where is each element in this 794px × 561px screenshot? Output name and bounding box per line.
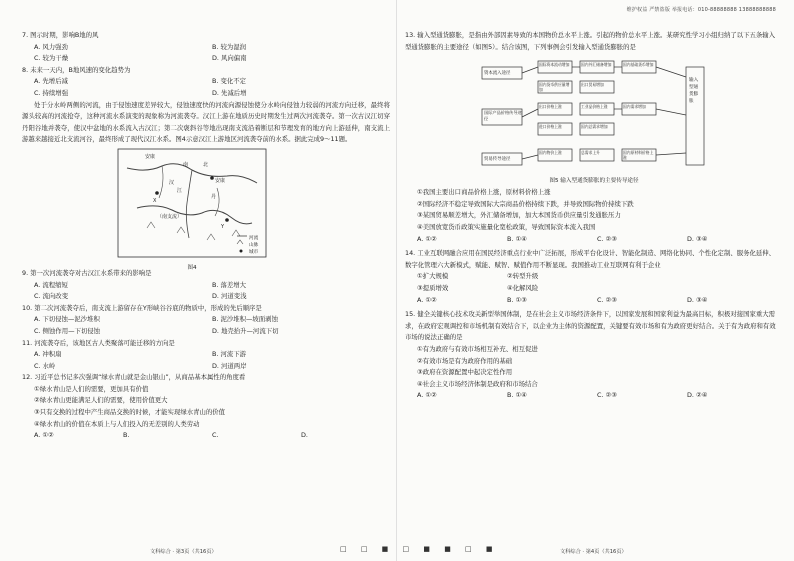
question-13-item-3: ③某国贸易顺差增大，外汇储备增加，加大本国货币供应量引发通胀压力 — [417, 211, 621, 220]
question-14-items-row2 — [405, 283, 597, 295]
flow-caption: 图5 输入型通货膨胀的主要传导途径 — [549, 178, 639, 185]
question-9-stem: 9. 第一次河流袭夺对古汉江水系带来的影响是 — [22, 268, 152, 277]
flow-box-2: 国内外汇储备增加 — [581, 62, 612, 68]
question-15-item-1: ①有为政府与有效市场相互补充、相互促进 — [417, 344, 538, 353]
flow-box-9: 进口价格上涨 — [539, 124, 562, 130]
header-banner: 维护权益 严禁盗版 举报电话：010-88888888 13888888888 — [626, 7, 776, 13]
question-13-option-a[interactable]: A. ①② — [417, 234, 437, 243]
question-15-option-a[interactable]: A. ①② — [417, 391, 437, 400]
map-label-south: 南 — [183, 161, 189, 168]
question-14-item-2: ②转型升级 — [507, 272, 539, 281]
page-fold-line — [396, 0, 397, 561]
reading-passage: 处于分水岭两侧的河流，由于侵蚀速度差异较大，侵蚀速度快的河流向源侵蚀使分水岭向侵蚀力较弱的河流方向迁移，最终将源头较高的河流抢夺，这种河流水系演变的现象称为河流袭夺。汉江上游在地质历史时期发生过两次河流袭夺。第一次古汉江切穿丹阳谷地并袭夺，使汉中盆地的水系流入古汉江；第二次褒斜谷等地出现南支流沿着断层和节理发育的地方向上游延伸，南支流上游越来越接近北支流河谷，最终形成了现代汉江水系。图4示意汉江上游地区河流袭夺前的水系。据此完成9～11题。 — [22, 100, 390, 144]
question-10-option-c[interactable]: C. 侧蚀作用—下切侵蚀 — [34, 326, 101, 335]
question-15-item-2: ②有效市场是有为政府作用的基础 — [417, 356, 513, 365]
question-7-option-c[interactable]: C. 较为干燥 — [34, 54, 69, 63]
map-label-south-branch: （南支流） — [157, 213, 183, 220]
question-10-options-row1 — [22, 314, 390, 326]
question-14-option-d[interactable]: D. ③④ — [687, 295, 708, 304]
map-label-north: 北 — [203, 161, 209, 168]
flow-box-7: 工业品价格上涨 — [581, 104, 608, 110]
flow-box-1: 国际资本流动增加 — [539, 62, 570, 68]
question-12-option-b[interactable]: B. — [123, 431, 130, 440]
map-label-ankang-2: 安康 — [215, 177, 226, 184]
question-12-item-4: ④绿水青山的价值在本质上与人们投入的无差别的人类劳动 — [34, 419, 200, 428]
question-12-stem: 12. 习近平总书记多次强调“绿水青山就是金山银山”，从商品基本属性的角度看 — [22, 373, 246, 382]
flow-box-11: 国内物价上涨 — [539, 150, 562, 156]
question-7-option-b[interactable]: B. 较为湿润 — [212, 42, 247, 51]
map-label-jiang: 江 — [177, 187, 183, 194]
flow-capital-path: 资本流入途径 — [484, 71, 511, 77]
question-8-options-row1 — [22, 76, 390, 88]
question-9-option-a[interactable]: A. 流程缩短 — [34, 280, 68, 289]
left-column — [22, 30, 390, 442]
footer-left: 文科综合 · 第3页（共16页） — [150, 549, 217, 555]
legend-mountain: 山脉 — [249, 242, 259, 248]
question-11-stem: 11. 河流袭夺后，该地区古人类聚落可能迁移的方向是 — [22, 338, 175, 347]
question-12-option-d[interactable]: D. — [301, 431, 308, 440]
map-label-x: X — [153, 197, 157, 204]
question-7-options-row2 — [22, 53, 390, 65]
question-10-option-d[interactable]: D. 地壳抬升—河流下切 — [212, 326, 279, 335]
inflation-flow-diagram — [480, 57, 708, 185]
question-15-stem: 15. 健全关键核心技术攻关新型举国体制，是在社会主义市场经济条件下，以国家发展和国家利益为最高目标，积极对接国家重大需求，在政府宏观调控和市场机制有效结合下，以企业为主体的资源配置，关键要有效市场和有为政府更好结合。关于有为政府和有效市场的说法正确的是 — [405, 310, 776, 342]
flow-box-6: 出口价格上涨 — [539, 104, 562, 110]
question-9-option-d[interactable]: D. 河道变浅 — [212, 292, 247, 301]
question-15-option-b[interactable]: B. ①④ — [507, 391, 527, 400]
question-14-options — [405, 295, 777, 307]
map-label-ankang: 安康 — [145, 153, 156, 160]
question-10-stem: 10. 第二次河流袭夺后，南支流上游留存在Y形峡谷谷底的物质中，形成的先后顺序是 — [22, 303, 262, 312]
right-column — [405, 30, 777, 402]
question-7-option-a[interactable]: A. 风力强劲 — [34, 42, 68, 51]
map-label-y: Y — [221, 223, 225, 230]
question-12-option-c[interactable]: C. — [212, 431, 219, 440]
question-11-option-d[interactable]: D. 河道两岸 — [212, 361, 247, 370]
question-14-stem: 14. 工业互联网融合应用在国民经济重点行业中广泛拓展，形成平台化设计、智能化制造、网络化协同、个性化定制、服务化延伸、数字化管理六大新模式，赋能、赋智、赋值作用不断显现。我国推动工业互联网有利于企业 — [405, 249, 776, 269]
question-14-item-4: ④化解风险 — [507, 283, 539, 292]
binding-marks: □ □ ■ □ ■ ■ □ ■ — [340, 545, 499, 553]
flow-price-path: 国际产品价格传导途径 — [484, 110, 522, 122]
question-14-item-3: ③提质增效 — [417, 283, 449, 292]
question-10-options-row2 — [22, 326, 390, 338]
question-13-option-b[interactable]: B. ①④ — [507, 234, 527, 243]
question-8-option-a[interactable]: A. 先增后减 — [34, 77, 68, 86]
question-14-item-1: ①扩大规模 — [417, 272, 449, 281]
question-12-item-2: ②绿水青山更能满足人们的需要，使用价值更大 — [34, 396, 168, 405]
question-8-options-row2 — [22, 88, 390, 100]
question-15-item-3: ③政府在资源配置中起决定性作用 — [417, 368, 513, 377]
question-12-option-a[interactable]: A. ①② — [34, 431, 54, 440]
footer-right: 文科综合 · 第4页（共16页） — [560, 549, 627, 555]
river-system-map — [117, 148, 267, 271]
question-13-item-1: ①我国主要出口商品价格上涨，原材料价格上涨 — [417, 188, 551, 197]
question-15-options — [405, 390, 777, 402]
question-13-item-4: ④美国放宽货币政策实施量化宽松政策，导致国际资本流入我国 — [417, 222, 596, 231]
question-13-stem: 13. 输入型通货膨胀，是指由外部因素导致的本国物价总水平上涨。引起的物价总水平上涨。某研究性学习小组归纳了以下五条输入型通货膨胀的主要途径（如图5）。结合该图，下列事例会引发输入型通货膨胀的是 — [405, 31, 776, 51]
question-7-stem: 7. 图示时期，影响B地的风 — [22, 31, 99, 39]
question-13-option-c[interactable]: C. ②③ — [597, 234, 617, 243]
question-14-items-row1 — [405, 271, 597, 283]
question-10-option-b[interactable]: B. 泥沙堆积—坡面剥蚀 — [212, 315, 278, 324]
flow-box-12: 总需求上升 — [581, 150, 600, 156]
map-label-han: 汉 — [169, 179, 175, 186]
question-11-option-b[interactable]: B. 河流下游 — [212, 350, 247, 359]
question-8-option-d[interactable]: D. 先减后增 — [212, 88, 247, 97]
question-13-option-d[interactable]: D. ③④ — [687, 234, 708, 243]
question-9-option-c[interactable]: C. 流向改变 — [34, 292, 69, 301]
flow-box-8: 国内需求增加 — [623, 104, 646, 110]
flow-box-5: 出口贸易增加 — [581, 82, 604, 88]
question-9-options-row2 — [22, 291, 390, 303]
question-8-option-b[interactable]: B. 变化不定 — [212, 77, 247, 86]
question-8-stem: 8. 未来一天内，B地风速的变化趋势为 — [22, 65, 131, 74]
question-7-options-row1 — [22, 42, 390, 54]
map-caption: 图4 — [187, 264, 197, 271]
question-14-option-a[interactable]: A. ①② — [417, 295, 437, 304]
map-graphic — [117, 148, 267, 258]
question-15-item-4: ④社会主义市场经济体制是政府和市场结合 — [417, 379, 538, 388]
flow-box-3: 国内基础货币增加 — [623, 62, 654, 68]
question-13-options — [405, 234, 777, 246]
question-13-item-2: ②国际经济不稳定导致国际大宗商品价格持续下跌，并导致国际物价持续下跌 — [417, 199, 634, 208]
question-9-options-row1 — [22, 280, 390, 292]
legend-river: 河流 — [249, 235, 259, 241]
flow-box-4: 国内货币供应量增加 — [539, 82, 570, 93]
flow-box-13: 国内原材料价格上涨 — [623, 150, 654, 161]
question-11-option-c[interactable]: C. 水岭 — [34, 361, 56, 370]
question-15-option-d[interactable]: D. ②④ — [687, 391, 708, 400]
question-10-option-a[interactable]: A. 下切侵蚀—泥沙堆积 — [34, 315, 100, 324]
question-12-item-3: ③只有交换的过程中产生商品交换的时候，才能实现绿水青山的价值 — [34, 408, 226, 417]
map-label-dan: 丹 — [211, 193, 217, 200]
question-11-options-row1 — [22, 349, 390, 361]
question-14-option-c[interactable]: C. ②③ — [597, 295, 617, 304]
question-15-option-c[interactable]: C. ②③ — [597, 391, 617, 400]
question-11-option-a[interactable]: A. 冲积扇 — [34, 350, 62, 359]
question-14-option-b[interactable]: B. ①③ — [507, 295, 527, 304]
question-8-option-c[interactable]: C. 持续增强 — [34, 88, 69, 97]
question-7-option-d[interactable]: D. 风向偏南 — [212, 54, 247, 63]
question-11-options-row2 — [22, 361, 390, 373]
question-12-options — [22, 430, 390, 442]
flow-box-10: 国内总需求增加 — [581, 124, 608, 130]
legend-city: 城市 — [249, 249, 259, 255]
flow-trade-path: 贸易传导途径 — [484, 157, 511, 163]
question-9-option-b[interactable]: B. 落差增大 — [212, 280, 247, 289]
flow-result: 输入型通货膨胀 — [689, 78, 699, 105]
question-12-item-1: ①绿水青山是人们的需要，更加具有价值 — [34, 384, 149, 393]
